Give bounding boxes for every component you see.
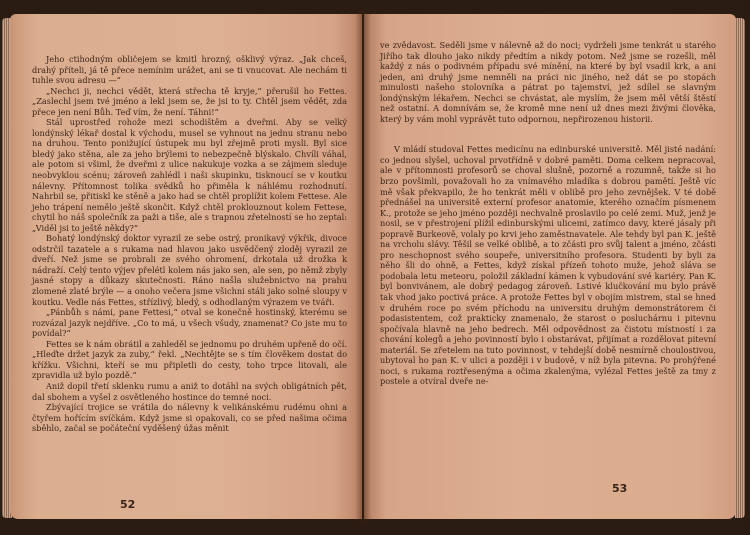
- paragraph: Bohatý londýnský doktor vyrazil ze sebe ostrý, pronikavý výkřik, divoce odstrčil tazatele a s rukama nad hlavou jako usvědčený zloděj vyrazil ze dveří. Než jsme se probrali ze svého ohromení, drkotala už drožka k nádraží. Celý tento výjev přelétl kolem nás jako sen, ale sen, po němž zbyly jasné stopy a důkazy skutečnosti. Ráno našla služebnictvo na prahu zlomené zlaté brýle — a onoho večera jsme všichni stáli jako solné sloupy v koutku. Vedle nás Fettes, střízlivý, bledý, s odhodlaným výrazem ve tváři.: [32, 233, 347, 307]
- book-gutter: [355, 10, 371, 525]
- paragraph: Aniž dopil třetí sklenku rumu a aniž to dotáhl na svých obligátních pět, dal sbohem a vyšel z osvětleného hostince do temné noci.: [32, 380, 347, 402]
- paragraph: V mládí studoval Fettes medicínu na edinburské universitě. Měl jisté nadání: co jednou slyšel, uchoval prvotřídně v dobré paměti. Doma celkem nepracoval, ale v přítomnosti profesorů se choval slušně, pozorně a rozumně, takže si ho brzo povšimli, považovali ho za vnímavého mladíka s dobrou pamětí. Ještě víc mě však překvapilo, že ho tenkrát měli v oblibě pro jeho zevnějšek. V té době přednášel na universitě externí profesor anatomie, kterého označím písmenem K., protože se jeho jméno později nechvalně proslavilo po celé zemi. Muž, jenž je nosil, se v přestrojení plížil edinburskými ulicemi, zatímco davy, které jásaly při popravě Burkeově, volaly po krvi jeho zaměstnavatele. Ale tehdy byl pan K. ještě na vrcholu slávy. Těšil se velké oblibě, a to zčásti pro svůj talent a jméno, zčásti pro neschopnost svého soupeře, universitního profesora. Studenti by byli za něho šli do ohně, a Fettes, když získal přízeň tohoto muže, jehož sláva se podobala letu meteoru, položil základní kámen k vybudování své kariéry. Pan K. byl bonvivánem, ale dobrý pedagog zároveň. Lstivé klučkování mu bylo právě tak vhod jako poctivá práce. A protože Fettes byl v obojím mistrem, stal se hned v druhém roce po svém příchodu na universitu druhým demonstrátorem či podasistentem, což prakticky znamenalo, že starost o posluchárnu i pitevnu spočívala hlavně na jeho bedrech. Měl odpovědnost za čistotu místností i za chování kolegů a jeho povinností bylo i obstarávat, přijímat a rozdělovat pitevní materiál. Se zřetelem na tuto povinnost, v tehdejší době nesmírně choulostivou, ubytoval ho pan K. v ulici a později i v budově, v níž byla pitevna. Po prohýřené noci, s rukama roztřesenýma a očima zkalenýma, vylézal Fettes ještě za tmy z postele a otvíral dveře ne-: [380, 144, 716, 387]
- left-page: [10, 14, 362, 519]
- page-edges-right: [735, 18, 745, 518]
- paragraph: „Pánbůh s námi, pane Fettesi,“ otval se konečně hostinský, kterému se rozvázal jazyk nejdříve. „Co to má, u všech všudy, znamenat? Co jste mu to povídal?“: [32, 307, 347, 339]
- page-number: 53: [612, 482, 628, 495]
- section-gap: [380, 124, 716, 144]
- paragraph: „Nechci ji, nechci vědět, která střecha tě kryje,“ přerušil ho Fettes. „Zaslechl jsem tvé jméno a lekl jsem se, že jsi to ty. Chtěl jsem vědět, zda přece jen není Bůh. Teď vím, že není. Táhni!“: [32, 85, 347, 117]
- page-number: 52: [120, 498, 136, 511]
- paragraph: Zbývající trojice se vrátila do nálevny k velikánskému rudému ohni a čtyřem hořícím svíčkám. Když jsme si opakovali, co se před našima očima sběhlo, začal se počáteční vyděšený úžas měnit: [32, 402, 347, 434]
- paragraph: Fettes se k nám obrátil a zahleděl se jednomu po druhém upřeně do očí. „Hleďte držet jazyk za zuby,“ řekl. „Nechtějte se s tím člověkem dostat do křížku. Všichni, kteří se mu připletli do cesty, toho trpce litovali, ale zpravidla už bylo pozdě.“: [32, 338, 347, 381]
- paragraph: ve zvědavost. Seděli jsme v nálevně až do noci; vydrželi jsme tenkrát u starého Jiřího tak dlouho jako nikdy předtím a nikdy potom. Než jsme se rozešli, měl každý z nás o podivném případu své mínění, na které by byl vsadil krk, a ani jeden, ani druhý jsme nemněli na práci nic jiného, než dát se po stopách minulosti našeho stolovníka a pátrat po tajemství, jež sdílel se slavným londýnským lékařem. Nechci se chvástat, ale myslím, že jsem měl větší štěstí než ostatní. A domnívám se, že kromě mne není už dnes mezi živými člověka, který by vám mohl vyprávět tuto odpornou, nepřirozenou historii.: [380, 40, 716, 124]
- paragraph: Jeho ctihodným obličejem se kmitl hrozný, ošklivý výraz. „Jak chceš, drahý příteli, já tě přece nemínim urážet, ani se ti vnucovat. Ale nechám ti tuhle svou adresu —“: [32, 54, 347, 86]
- paragraph: Stál uprostřed rohože mezi schodištěm a dveřmi. Aby se velký londýnský lékař dostal k východu, musel se vyhnout na jednu stranu nebo na druhou. Tento ponižující ústupek mu byl zřejmě proti mysli. Byl sice bledý jako stěna, ale za jeho brýlemi to nebezpečně blýskalo. Chvíli váhal, ale potom si všiml, že dveřmi z ulice nakukuje vozka a se zájmem sleduje neobvyklou scénu; zároveň zahlédl i naši skupinku, tisknoucí se v koutku nálevny. Přítomnost tolika svědků ho přiměla k náhlému rozhodnutí. Nahrbil se, přitiskl ke stěně a jako had se chtěl proplížit kolem Fettese. Ale jeho trápení nemělo ještě skončit. Když chtěl proklouznout kolem Fettese, chytil ho náš společník za paži a tiše, ale s trapnou zřetelností se ho zeptal: „Viděl jsi to ještě někdy?“: [32, 117, 347, 233]
- right-page: [364, 14, 736, 519]
- right-page-text: [380, 40, 716, 387]
- left-page-text: [32, 54, 347, 434]
